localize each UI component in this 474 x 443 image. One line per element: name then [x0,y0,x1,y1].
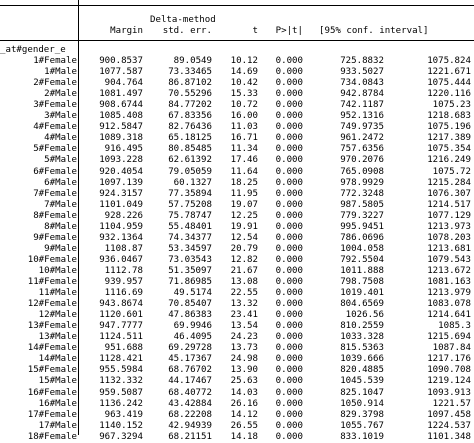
std-err-value: 69.29728 [168,343,212,354]
row-label: 10#Female [27,254,77,265]
t-value: 18.25 [230,177,258,188]
ci-lower-value: 804.6569 [340,299,384,310]
ci-upper-value: 1090.708 [427,365,471,376]
margin-value: 955.5984 [99,365,143,376]
row-label: 5#Male [44,155,77,166]
ci-upper-value: 1085.3 [438,321,471,332]
ci-upper-value: 1081.163 [427,277,471,287]
std-err-value: 74.34377 [168,232,212,243]
row-label: 3#Male [44,111,77,122]
header-top-rule [0,5,474,6]
ci-upper-value: 1214.517 [427,199,471,210]
ci-lower-value: 1055.767 [340,420,384,431]
t-value: 20.79 [230,243,258,254]
t-value: 13.73 [230,343,258,354]
ci-lower-value: 829.3798 [340,409,384,420]
ci-lower-value: 772.3248 [340,188,384,199]
p-value: 0.000 [275,199,303,210]
ci-lower-value: 1039.666 [340,354,384,365]
std-err-value: 60.1327 [173,177,212,188]
header-margin: Margin [110,26,143,36]
t-value: 10.12 [230,56,258,66]
t-value: 13.90 [230,365,258,376]
ci-lower-value: 1050.914 [340,398,384,409]
std-err-value: 62.61392 [168,155,212,166]
std-err-value: 46.4095 [173,332,212,343]
ci-upper-value: 1097.458 [427,409,471,420]
ci-upper-value: 1213.979 [427,288,471,299]
label-column-divider [78,0,79,435]
header-delta-method: Delta-method [150,15,216,25]
ci-upper-value: 1213.672 [427,265,471,276]
p-value: 0.000 [275,332,303,343]
ci-lower-value: 765.0908 [340,166,384,177]
ci-upper-value: 1079.543 [427,254,471,265]
row-label: 3#Female [33,100,77,111]
row-label: 17#Female [27,409,77,420]
std-err-value: 43.42884 [168,398,212,409]
ci-upper-value: 1221.671 [427,67,471,78]
t-value: 13.54 [230,321,258,332]
ci-lower-value: 952.1316 [340,111,384,122]
header-std-err: std. err. [162,26,212,36]
row-label: 7#Female [33,188,77,199]
margin-value: 1108.87 [104,243,143,254]
ci-lower-value: 978.9929 [340,177,384,188]
std-err-value: 68.76702 [168,365,212,376]
margin-value: 1097.139 [99,177,143,188]
ci-upper-value: 1213.681 [427,243,471,254]
ci-lower-value: 833.1019 [340,431,384,442]
row-label: 16#Female [27,387,77,398]
std-err-value: 70.85407 [168,299,212,310]
t-value: 14.69 [230,67,258,78]
row-label: 6#Female [33,166,77,177]
p-value: 0.000 [275,210,303,221]
ci-upper-value: 1076.307 [427,188,471,199]
std-err-value: 71.86985 [168,277,212,287]
header-bottom-rule [0,40,474,41]
t-value: 25.63 [230,376,258,387]
std-err-value: 42.94939 [168,420,212,431]
ci-lower-value: 742.1187 [340,100,384,111]
ci-lower-value: 798.7508 [340,277,384,287]
p-value: 0.000 [275,376,303,387]
p-value: 0.000 [275,232,303,243]
ci-lower-value: 1033.328 [340,332,384,343]
margin-value: 924.3157 [99,188,143,199]
row-label: 13#Male [38,332,77,343]
ci-lower-value: 792.5504 [340,254,384,265]
t-value: 17.46 [230,155,258,166]
row-label: 7#Male [44,199,77,210]
t-value: 11.95 [230,188,258,199]
margin-value: 900.8537 [99,56,143,66]
std-err-value: 67.83356 [168,111,212,122]
p-value: 0.000 [275,277,303,287]
t-value: 11.64 [230,166,258,177]
margin-value: 1116.69 [104,288,143,299]
ci-upper-value: 1101.348 [427,431,471,442]
std-err-value: 80.85485 [168,144,212,155]
t-value: 16.71 [230,133,258,144]
row-label: 13#Female [27,321,77,332]
ci-lower-value: 786.0696 [340,232,384,243]
margin-value: 963.419 [104,409,143,420]
p-value: 0.000 [275,365,303,376]
t-value: 11.03 [230,122,258,133]
margin-value: 967.3294 [99,431,143,442]
ci-upper-value: 1078.203 [427,232,471,243]
row-label: 8#Male [44,221,77,232]
row-label: 6#Male [44,177,77,188]
p-value: 0.000 [275,188,303,199]
ci-upper-value: 1216.249 [427,155,471,166]
margin-value: 1101.049 [99,199,143,210]
p-value: 0.000 [275,133,303,144]
p-value: 0.000 [275,254,303,265]
row-label: 1#Female [33,56,77,66]
margin-value: 1124.511 [99,332,143,343]
row-label: 5#Female [33,144,77,155]
ci-upper-value: 1221.57 [432,398,471,409]
std-err-value: 65.18125 [168,133,212,144]
header-t: t [252,26,258,36]
t-value: 11.34 [230,144,258,155]
p-value: 0.000 [275,221,303,232]
p-value: 0.000 [275,243,303,254]
margin-value: 912.5847 [99,122,143,133]
ci-upper-value: 1219.124 [427,376,471,387]
margin-value: 939.957 [104,277,143,287]
ci-upper-value: 1075.72 [432,166,471,177]
p-value: 0.000 [275,177,303,188]
row-label: 10#Male [38,265,77,276]
row-label: 4#Female [33,122,77,133]
margin-value: 1077.587 [99,67,143,78]
ci-upper-value: 1220.116 [427,89,471,100]
p-value: 0.000 [275,343,303,354]
p-value: 0.000 [275,78,303,89]
t-value: 26.55 [230,420,258,431]
p-value: 0.000 [275,299,303,310]
std-err-value: 73.03543 [168,254,212,265]
p-value: 0.000 [275,111,303,122]
t-value: 22.55 [230,288,258,299]
margin-value: 904.764 [104,78,143,89]
row-label: 9#Male [44,243,77,254]
margin-value: 951.688 [104,343,143,354]
ci-lower-value: 987.5805 [340,199,384,210]
ci-lower-value: 933.5027 [340,67,384,78]
p-value: 0.000 [275,56,303,66]
ci-upper-value: 1093.913 [427,387,471,398]
std-err-value: 68.21151 [168,431,212,442]
t-value: 15.33 [230,89,258,100]
margin-value: 932.1364 [99,232,143,243]
p-value: 0.000 [275,144,303,155]
ci-lower-value: 942.8784 [340,89,384,100]
ci-upper-value: 1083.078 [427,299,471,310]
ci-lower-value: 815.5363 [340,343,384,354]
ci-lower-value: 779.3227 [340,210,384,221]
p-value: 0.000 [275,155,303,166]
std-err-value: 57.75208 [168,199,212,210]
t-value: 21.67 [230,265,258,276]
std-err-value: 84.77202 [168,100,212,111]
row-label: 12#Female [27,299,77,310]
t-value: 14.18 [230,431,258,442]
t-value: 16.00 [230,111,258,122]
row-label: 15#Male [38,376,77,387]
std-err-value: 79.05059 [168,166,212,177]
ci-upper-value: 1217.176 [427,354,471,365]
ci-upper-value: 1217.389 [427,133,471,144]
row-label: 14#Female [27,343,77,354]
row-label: 12#Male [38,310,77,321]
std-err-value: 77.35894 [168,188,212,199]
margin-value: 1089.318 [99,133,143,144]
row-label: 17#Male [38,420,77,431]
t-value: 12.82 [230,254,258,265]
p-value: 0.000 [275,398,303,409]
ci-lower-value: 757.6356 [340,144,384,155]
p-value: 0.000 [275,310,303,321]
margin-value: 959.5087 [99,387,143,398]
row-label: 2#Male [44,89,77,100]
t-value: 24.23 [230,332,258,343]
std-err-value: 51.35097 [168,265,212,276]
p-value: 0.000 [275,265,303,276]
t-value: 23.41 [230,310,258,321]
row-label: 15#Female [27,365,77,376]
margin-value: 1132.332 [99,376,143,387]
t-value: 19.07 [230,199,258,210]
ci-lower-value: 995.9451 [340,221,384,232]
p-value: 0.000 [275,420,303,431]
margin-value: 920.4054 [99,166,143,177]
margin-value: 1104.959 [99,221,143,232]
p-value: 0.000 [275,67,303,78]
std-err-value: 82.76436 [168,122,212,133]
ci-lower-value: 1004.058 [340,243,384,254]
ci-upper-value: 1075.824 [427,56,471,66]
ci-lower-value: 725.8832 [340,56,384,66]
row-label: 11#Female [27,277,77,287]
ci-upper-value: 1075.444 [427,78,471,89]
margin-value: 1085.408 [99,111,143,122]
std-err-value: 69.9946 [173,321,212,332]
row-label: 14#Male [38,354,77,365]
ci-lower-value: 1019.401 [340,288,384,299]
ci-upper-value: 1224.537 [427,420,471,431]
p-value: 0.000 [275,100,303,111]
t-value: 10.72 [230,100,258,111]
ci-upper-value: 1077.129 [427,210,471,221]
ci-upper-value: 1215.694 [427,332,471,343]
t-value: 13.32 [230,299,258,310]
p-value: 0.000 [275,431,303,442]
p-value: 0.000 [275,89,303,100]
t-value: 26.16 [230,398,258,409]
t-value: 24.98 [230,354,258,365]
ci-lower-value: 961.2472 [340,133,384,144]
t-value: 12.25 [230,210,258,221]
margin-value: 916.495 [104,144,143,155]
margin-value: 1128.421 [99,354,143,365]
p-value: 0.000 [275,122,303,133]
header-p-value: P>|t| [275,26,303,36]
margin-value: 1081.497 [99,89,143,100]
std-err-value: 47.86383 [168,310,212,321]
row-label: 8#Female [33,210,77,221]
margin-value: 928.226 [104,210,143,221]
ci-upper-value: 1075.354 [427,144,471,155]
margin-value: 1093.228 [99,155,143,166]
ci-lower-value: 970.2076 [340,155,384,166]
section-label: _at#gender_e [0,45,66,55]
ci-lower-value: 1045.539 [340,376,384,387]
ci-lower-value: 1026.56 [345,310,384,321]
row-label: 1#Male [44,67,77,78]
margin-value: 908.6744 [99,100,143,111]
p-value: 0.000 [275,387,303,398]
header-conf-interval: [95% conf. interval] [319,26,429,36]
row-label: 16#Male [38,398,77,409]
row-label: 2#Female [33,78,77,89]
p-value: 0.000 [275,288,303,299]
t-value: 14.12 [230,409,258,420]
std-err-value: 68.22208 [168,409,212,420]
std-err-value: 49.5174 [173,288,212,299]
std-err-value: 75.78747 [168,210,212,221]
row-label: 9#Female [33,232,77,243]
ci-lower-value: 1011.888 [340,265,384,276]
ci-lower-value: 810.2559 [340,321,384,332]
ci-upper-value: 1075.196 [427,122,471,133]
ci-lower-value: 734.0843 [340,78,384,89]
ci-upper-value: 1215.284 [427,177,471,188]
margin-value: 947.7777 [99,321,143,332]
ci-lower-value: 749.9735 [340,122,384,133]
std-err-value: 86.87102 [168,78,212,89]
p-value: 0.000 [275,354,303,365]
t-value: 14.03 [230,387,258,398]
p-value: 0.000 [275,321,303,332]
p-value: 0.000 [275,409,303,420]
p-value: 0.000 [275,166,303,177]
margin-value: 1136.242 [99,398,143,409]
ci-upper-value: 1218.683 [427,111,471,122]
std-err-value: 55.48401 [168,221,212,232]
t-value: 10.42 [230,78,258,89]
margin-value: 1120.601 [99,310,143,321]
ci-upper-value: 1214.641 [427,310,471,321]
t-value: 13.08 [230,277,258,287]
margin-value: 936.0467 [99,254,143,265]
ci-upper-value: 1213.973 [427,221,471,232]
t-value: 12.54 [230,232,258,243]
std-err-value: 45.17367 [168,354,212,365]
margin-value: 1112.78 [104,265,143,276]
row-label: 4#Male [44,133,77,144]
ci-upper-value: 1075.23 [432,100,471,111]
std-err-value: 53.34597 [168,243,212,254]
std-err-value: 44.17467 [168,376,212,387]
row-label: 18#Female [27,431,77,442]
t-value: 19.91 [230,221,258,232]
std-err-value: 70.55296 [168,89,212,100]
ci-lower-value: 825.1047 [340,387,384,398]
row-label: 11#Male [38,288,77,299]
std-err-value: 68.40772 [168,387,212,398]
margin-value: 943.8674 [99,299,143,310]
ci-lower-value: 820.4885 [340,365,384,376]
std-err-value: 89.0549 [173,56,212,66]
ci-upper-value: 1087.84 [432,343,471,354]
margin-value: 1140.152 [99,420,143,431]
std-err-value: 73.33465 [168,67,212,78]
